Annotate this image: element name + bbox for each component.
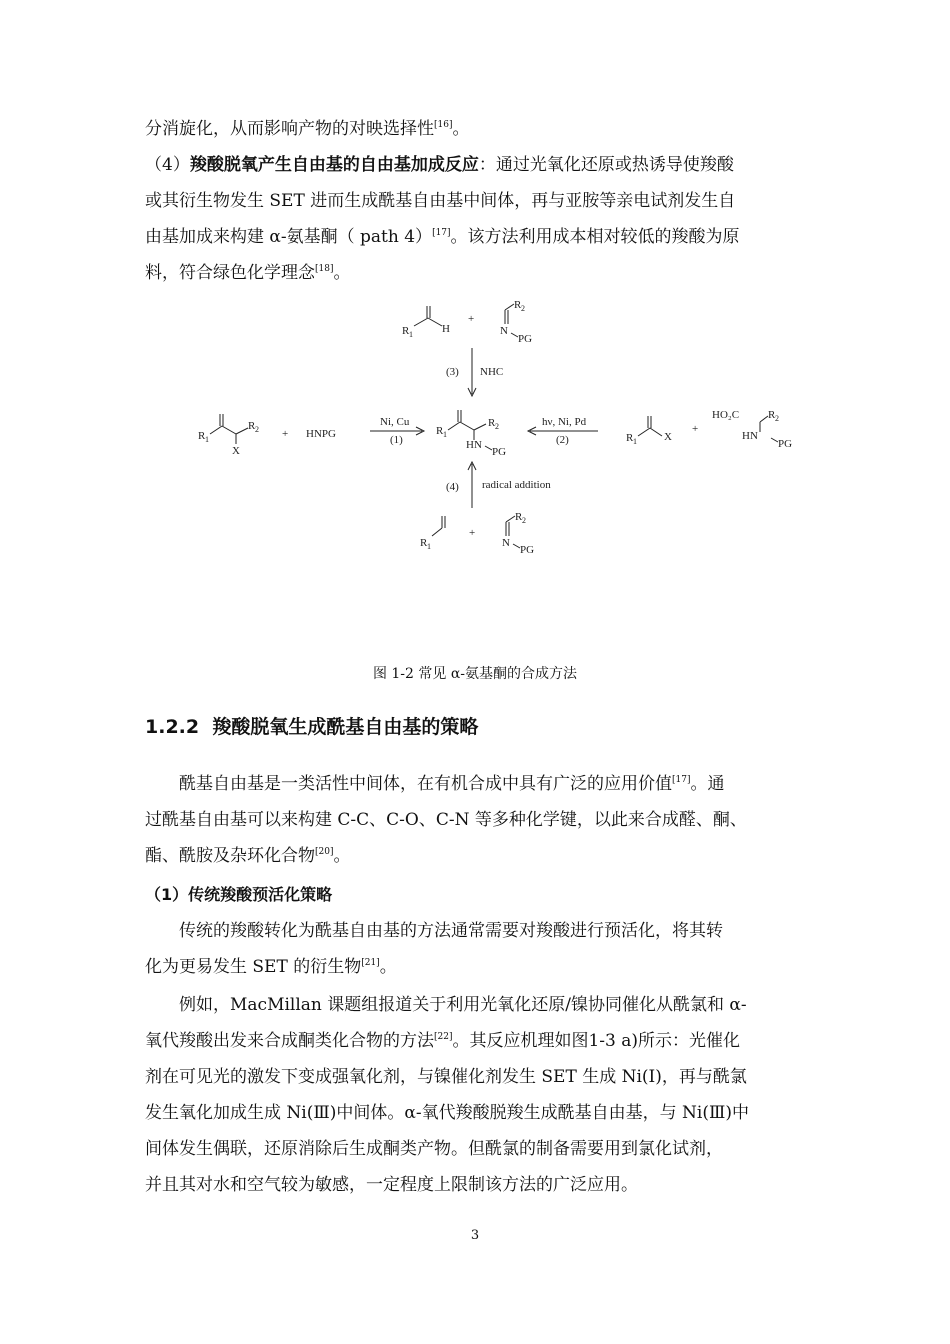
label-r1: R [420,537,428,549]
section-heading [145,712,478,739]
text-line: 酯、酰胺及杂环化合物 [145,846,315,866]
text-line: 分消旋化，从而影响产物的对映选择性 [145,119,434,139]
arrow-reagent-radical-addition: radical addition [482,479,551,491]
section-number: 1.2.2 [145,716,200,738]
subscript: 2 [522,516,526,525]
arrow-reagent-nhc: NHC [480,366,504,378]
arrow-label-3: (3) [446,366,459,378]
citation: [21] [361,958,380,968]
text-line: ：通过光氧化还原或热诱导使羧酸 [478,155,734,175]
paragraph-continuation [145,111,807,147]
arrow-label-1: (1) [390,434,403,446]
plus-sign: + [469,527,476,539]
page-number: 3 [470,1228,480,1243]
label-r2: R [768,409,776,421]
subscript: 1 [427,542,431,551]
reaction-scheme-svg [180,296,800,566]
text-line: 化为更易发生 SET 的衍生物 [145,957,362,977]
label-h: H [442,323,450,335]
text-line: 。 [333,846,351,866]
subscript: 2 [495,422,499,431]
list-marker: （4） [145,155,190,175]
paragraph-preactivation [145,913,807,985]
text-line: 间体发生偶联，还原消除后生成酮类产物。但酰氯的制备需要用到氯化试剂， [145,1139,723,1159]
label-pg: PG [492,446,507,458]
label-hn: HN [742,430,758,442]
section-title: 羧酸脱氧生成酰基自由基的策略 [212,716,479,738]
label-r2: R [248,420,256,432]
plus-sign: + [692,423,699,435]
label-r1: R [198,430,206,442]
text-line: 。其反应机理如图1-3 a)所示：光催化 [452,1031,741,1051]
citation: [17] [432,228,451,238]
label-r2: R [488,417,496,429]
subscript: 1 [443,430,447,439]
text-line: 料，符合绿色化学理念 [145,263,315,283]
arrow-reagent-ni-cu: Ni, Cu [380,416,410,428]
text-line: 。 [452,119,470,139]
text-line: 并且其对水和空气较为敏感，一定程度上限制该方法的广泛应用。 [145,1175,638,1195]
citation: [20] [315,847,334,857]
subscript: 2 [521,304,525,313]
subheading: （1）传统羧酸预活化策略 [145,885,333,904]
label-n: N [502,537,510,549]
plus-sign: + [468,313,475,325]
label-x: X [232,445,240,457]
label-pg: PG [518,333,533,345]
subscript: 1 [633,437,637,446]
bold-term: 羧酸脱氧产生自由基的自由基加成反应 [189,155,479,175]
arrow-label-2: (2) [556,434,569,446]
label-r1: R [402,325,410,337]
paragraph-acyl-radical [145,766,807,874]
citation: [16] [434,120,453,130]
text-line: 氧代羧酸出发来合成酮类化合物的方法 [145,1031,434,1051]
label-r1: R [436,425,444,437]
label-pg: PG [778,438,793,450]
paragraph-macmillan [145,987,807,1203]
label-n: N [500,325,508,337]
subscript: 1 [205,435,209,444]
text-line: 。通 [690,774,725,794]
label-hn: HN [466,439,482,451]
subscript: 2 [775,414,779,423]
label-r1: R [626,432,634,444]
text-line: 发生氧化加成生成 Ni(Ⅲ)中间体。α-氧代羧酸脱羧生成酰基自由基，与 Ni(Ⅲ)中 [145,1103,749,1123]
subscript: 1 [409,330,413,339]
subheading-block [145,877,807,913]
text-line: 传统的羧酸转化为酰基自由基的方法通常需要对羧酸进行预活化，将其转 [179,921,723,941]
text-line: 。 [333,263,351,283]
text-line: 例如，MacMillan 课题组报道关于利用光氧化还原/镍协同催化从酰氯和 α- [179,995,747,1015]
text-line: 或其衍生物发生 SET 进而生成酰基自由基中间体，再与亚胺等亲电试剂发生自 [145,191,736,211]
subscript: 2 [255,425,259,434]
citation: [18] [315,264,334,274]
reaction-scheme-figure [180,296,800,566]
label-ho2c: HO₂C [712,409,740,421]
arrow-label-4: (4) [446,481,459,493]
text-line: 由基加成来构建 α-氨基酮（ path 4） [145,227,433,247]
plus-sign: + [282,428,289,440]
text-line: 过酰基自由基可以来构建 C-C、C-O、C-N 等多种化学键，以此来合成醛、酮、 [145,810,747,830]
citation: [17] [672,775,691,785]
arrow-reagent-hv-ni-pd: hν, Ni, Pd [542,416,587,428]
label-x: X [664,431,672,443]
text-line: 。 [379,957,397,977]
label-r2: R [515,511,523,523]
label-pg: PG [520,544,535,556]
text-line: 酰基自由基是一类活性中间体，在有机合成中具有广泛的应用价值 [179,774,672,794]
label-hnpg: HNPG [306,428,336,440]
paragraph-path4 [145,147,807,291]
text-line: 。该方法利用成本相对较低的羧酸为原 [450,227,740,247]
text-line: 剂在可见光的激发下变成强氧化剂，与镍催化剂发生 SET 生成 Ni(I)，再与酰氯 [145,1067,747,1087]
label-r2: R [514,299,522,311]
figure-caption: 图 1-2 常见 α-氨基酮的合成方法 [372,666,578,682]
citation: [22] [434,1032,453,1042]
